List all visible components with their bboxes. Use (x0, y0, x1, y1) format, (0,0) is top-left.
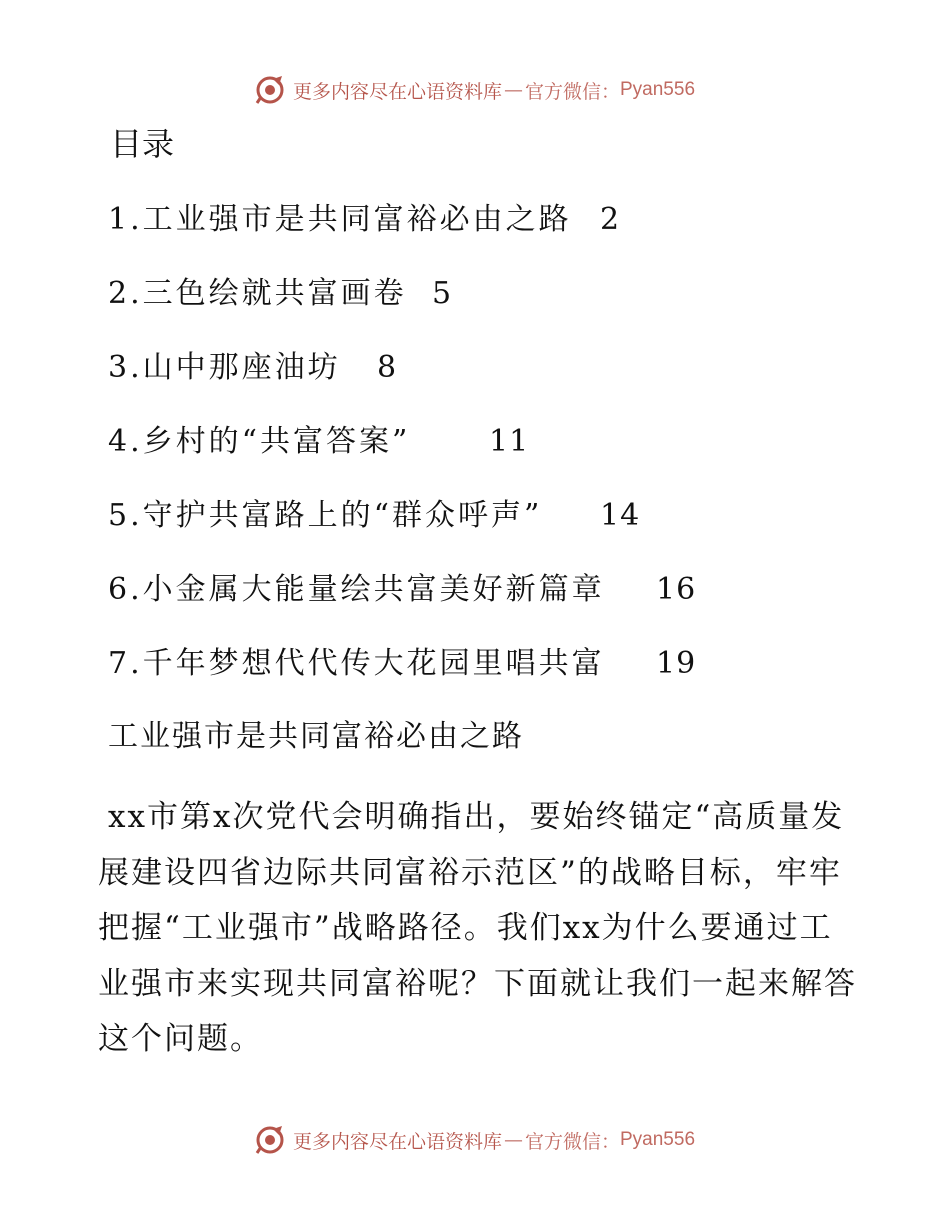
toc-item-label: 4.乡村的“共富答案” (108, 424, 411, 459)
watermark-tail-text: 官方微信： (524, 1130, 620, 1153)
toc-item[interactable] (108, 198, 621, 242)
toc-item[interactable] (108, 494, 641, 538)
toc-item-label: 5.守护共富路上的“群众呼声” (108, 498, 543, 533)
header-watermark (0, 70, 950, 110)
watermark-dash: — (503, 1129, 523, 1151)
toc-item[interactable] (108, 346, 398, 390)
body-paragraph: xx市第x次党代会明确指出，要始终锚定“高质量发展建设四省边际共同富裕示范区”的战略目标，牢牢把握“工业强市”战略路径。我们xx为什么要通过工业强市来实现共同富裕呢？下面就让我们一起来解答这个问题。 (98, 799, 857, 1057)
toc-item-page: 8 (377, 350, 398, 385)
section-title: 工业强市是共同富裕必由之路 (108, 719, 524, 754)
toc-item-page: 16 (656, 572, 697, 607)
toc-item-label: 3.山中那座油坊 (108, 350, 341, 385)
toc-item-label: 6.小金属大能量绘共富美好新篇章 (108, 572, 605, 607)
toc-item-label: 1.工业强市是共同富裕必由之路 (108, 202, 572, 237)
toc-item-page: 5 (432, 276, 453, 311)
toc-item-label: 7.千年梦想代代传大花园里唱共富 (108, 646, 605, 681)
watermark-main-text: 更多内容尽在心语资料库 (292, 80, 502, 103)
pen-logo-icon (255, 1125, 285, 1155)
watermark-account: Pyan556 (620, 1129, 696, 1150)
toc-item[interactable] (108, 420, 530, 464)
toc-item[interactable] (108, 568, 697, 612)
watermark-main-text: 更多内容尽在心语资料库 (292, 1130, 502, 1153)
watermark-tail-text: 官方微信： (524, 80, 620, 103)
watermark-account: Pyan556 (620, 79, 696, 100)
watermark-dash: — (503, 79, 523, 101)
toc-item[interactable] (108, 272, 453, 316)
toc-item-page: 14 (600, 498, 641, 533)
toc-item-page: 2 (600, 202, 621, 237)
footer-watermark (0, 1120, 950, 1160)
toc-item-page: 11 (489, 424, 530, 459)
toc-item-page: 19 (656, 646, 697, 681)
toc-title: 目录 (110, 125, 175, 163)
pen-logo-icon (255, 75, 285, 105)
toc-item-label: 2.三色绘就共富画卷 (108, 276, 407, 311)
toc-item[interactable] (108, 642, 697, 686)
